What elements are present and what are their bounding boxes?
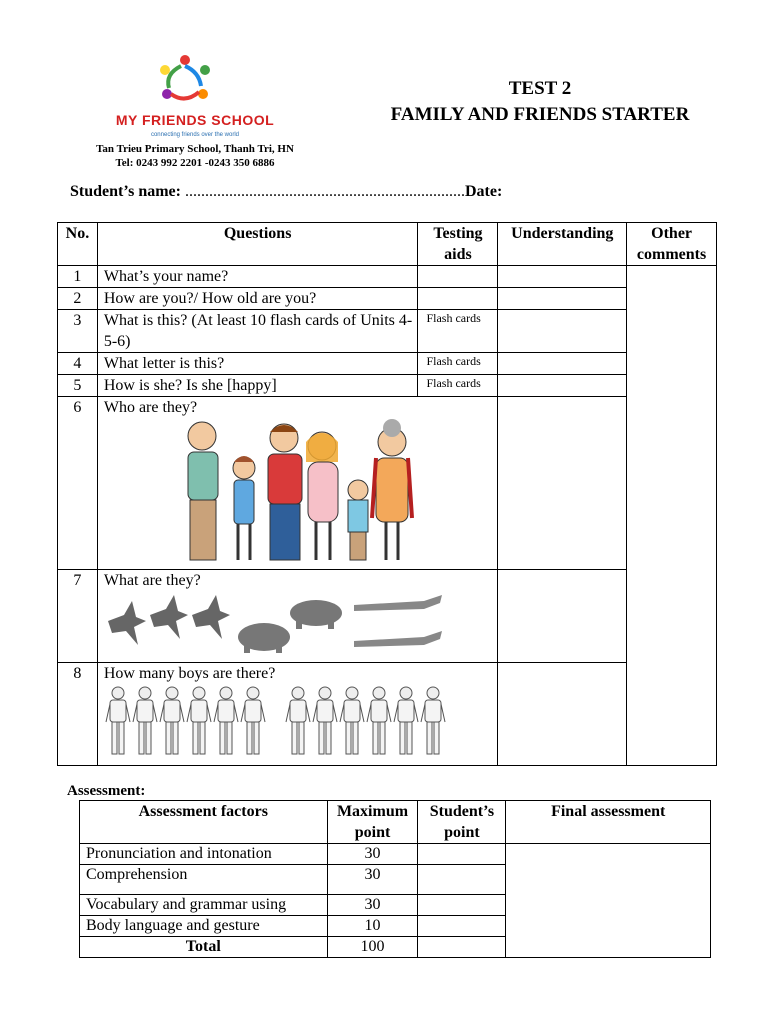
header-other-comments: Other comments bbox=[627, 223, 717, 266]
row-number: 6 bbox=[58, 397, 98, 570]
table-row bbox=[58, 375, 717, 397]
student-name-line bbox=[70, 183, 502, 201]
table-row bbox=[80, 844, 711, 865]
question-text: What is this? (At least 10 flash cards of Units 4-5-6) bbox=[97, 310, 418, 353]
question-text: What letter is this? bbox=[97, 353, 418, 375]
family-illustration bbox=[104, 418, 498, 568]
student-point-cell[interactable] bbox=[418, 895, 506, 916]
question-text: What are they? bbox=[103, 572, 201, 589]
boy-figure-icon bbox=[313, 687, 337, 754]
maximum-point: 30 bbox=[327, 865, 418, 895]
header-understanding: Understanding bbox=[498, 223, 627, 266]
row-number: 8 bbox=[58, 663, 98, 766]
table-header-row bbox=[58, 223, 717, 266]
maximum-point: 10 bbox=[327, 916, 418, 937]
question-cell bbox=[97, 570, 498, 663]
maximum-point: 30 bbox=[327, 844, 418, 865]
student-point-cell[interactable] bbox=[418, 865, 506, 895]
total-label: Total bbox=[80, 937, 328, 958]
boy-figure-icon bbox=[394, 687, 418, 754]
assessment-factor: Body language and gesture bbox=[80, 916, 328, 937]
table-row bbox=[58, 310, 717, 353]
testing-aid: Flash cards bbox=[418, 353, 498, 375]
assessment-table bbox=[79, 800, 711, 958]
testing-aid: Flash cards bbox=[418, 310, 498, 353]
understanding-cell[interactable] bbox=[498, 288, 627, 310]
understanding-cell[interactable] bbox=[498, 353, 627, 375]
boy-figure-icon bbox=[160, 687, 184, 754]
boy-figure-icon bbox=[421, 687, 445, 754]
table-row bbox=[58, 353, 717, 375]
question-text: What’s your name? bbox=[97, 266, 418, 288]
testing-aid bbox=[418, 288, 498, 310]
school-logo-block bbox=[80, 50, 310, 175]
assessment-factor: Pronunciation and intonation bbox=[80, 844, 328, 865]
table-row bbox=[58, 288, 717, 310]
header-maximum-point: Maximum point bbox=[327, 801, 418, 844]
row-number: 7 bbox=[58, 570, 98, 663]
understanding-cell[interactable] bbox=[498, 375, 627, 397]
school-logo-icon bbox=[155, 52, 215, 110]
header-final-assessment: Final assessment bbox=[506, 801, 711, 844]
header-assessment-factors: Assessment factors bbox=[80, 801, 328, 844]
boy-figure-icon bbox=[214, 687, 238, 754]
row-number: 5 bbox=[58, 375, 98, 397]
student-total-cell[interactable] bbox=[418, 937, 506, 958]
header-no: No. bbox=[58, 223, 98, 266]
other-comments-cell[interactable] bbox=[627, 266, 717, 766]
boy-figure-icon bbox=[106, 687, 130, 754]
student-point-cell[interactable] bbox=[418, 844, 506, 865]
test-title: TEST 2 bbox=[508, 78, 572, 99]
understanding-cell[interactable] bbox=[498, 397, 627, 570]
table-row bbox=[58, 663, 717, 766]
school-logo-tagline: connecting friends over the world bbox=[150, 132, 240, 138]
student-point-cell[interactable] bbox=[418, 916, 506, 937]
boys-illustration bbox=[104, 684, 498, 760]
total-value: 100 bbox=[327, 937, 418, 958]
row-number: 2 bbox=[58, 288, 98, 310]
testing-aid bbox=[418, 266, 498, 288]
questions-table bbox=[57, 222, 717, 766]
boy-figure-icon bbox=[241, 687, 265, 754]
understanding-cell[interactable] bbox=[498, 310, 627, 353]
understanding-cell[interactable] bbox=[498, 663, 627, 766]
question-cell bbox=[97, 397, 498, 570]
assessment-label: Assessment: bbox=[67, 783, 146, 799]
boy-figure-icon bbox=[187, 687, 211, 754]
final-assessment-cell[interactable] bbox=[506, 844, 711, 958]
header-testing-aids: Testing aids bbox=[418, 223, 498, 266]
header-student-point: Student’s point bbox=[418, 801, 506, 844]
assessment-factor: Vocabulary and grammar using bbox=[80, 895, 328, 916]
table-row bbox=[58, 570, 717, 663]
header-questions: Questions bbox=[97, 223, 418, 266]
understanding-cell[interactable] bbox=[498, 570, 627, 663]
test-subtitle: FAMILY AND FRIENDS STARTER bbox=[390, 104, 690, 125]
question-cell bbox=[97, 663, 498, 766]
boy-figure-icon bbox=[286, 687, 310, 754]
assessment-header-row bbox=[80, 801, 711, 844]
understanding-cell[interactable] bbox=[498, 266, 627, 288]
student-name-label: Student’s name: bbox=[70, 183, 181, 200]
testing-aid: Flash cards bbox=[418, 375, 498, 397]
maximum-point: 30 bbox=[327, 895, 418, 916]
question-text: How is she? Is she [happy] bbox=[97, 375, 418, 397]
boy-figure-icon bbox=[340, 687, 364, 754]
question-text: How are you?/ How old are you? bbox=[97, 288, 418, 310]
date-label: Date: bbox=[464, 183, 503, 200]
row-number: 3 bbox=[58, 310, 98, 353]
table-row bbox=[58, 397, 717, 570]
table-row bbox=[58, 266, 717, 288]
assessment-factor: Comprehension bbox=[80, 865, 328, 895]
question-text: Who are they? bbox=[103, 399, 198, 416]
question-text: How many boys are there? bbox=[103, 665, 276, 682]
school-address: Tan Trieu Primary School, Thanh Tri, HN bbox=[96, 143, 294, 155]
animals-illustration bbox=[104, 591, 498, 657]
row-number: 4 bbox=[58, 353, 98, 375]
school-logo-text: MY FRIENDS SCHOOL bbox=[115, 112, 275, 128]
row-number: 1 bbox=[58, 266, 98, 288]
boy-figure-icon bbox=[133, 687, 157, 754]
boy-figure-icon bbox=[367, 687, 391, 754]
school-phone: Tel: 0243 992 2201 -0243 350 6886 bbox=[115, 157, 275, 169]
student-name-dots: ...................................................................... bbox=[184, 183, 465, 200]
